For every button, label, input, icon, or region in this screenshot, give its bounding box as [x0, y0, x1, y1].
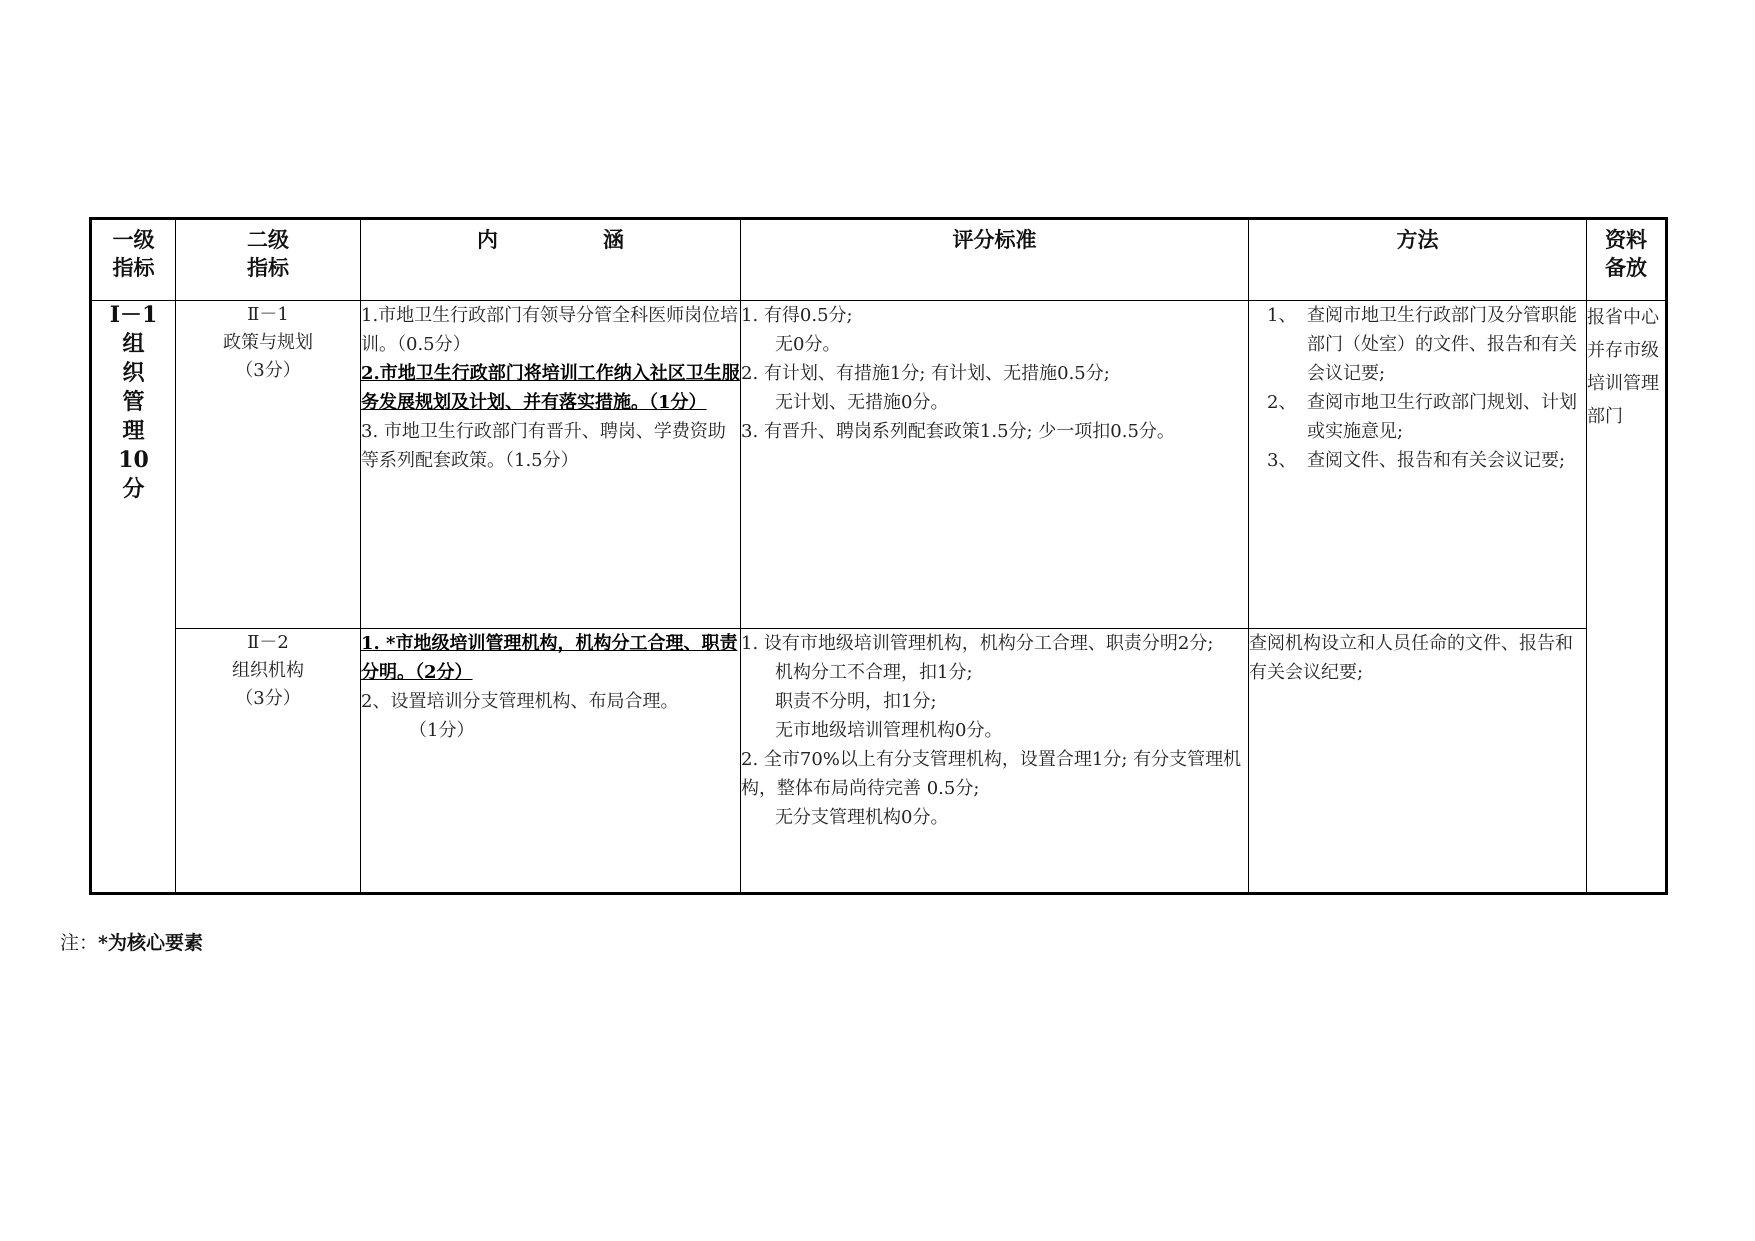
- scoring-item: 职责不分明，扣1分;: [775, 691, 937, 712]
- table-row: [91, 629, 1667, 894]
- scoring-item: 1. 有得0.5分;: [741, 305, 853, 326]
- level2-score: （3分）: [235, 360, 301, 381]
- header-scoring: [741, 219, 1249, 301]
- footnote-prefix: 注：: [60, 932, 99, 954]
- level2-code: Ⅱ－2: [247, 632, 289, 653]
- method-item-number: 3、: [1267, 450, 1297, 471]
- assessment-table: [89, 217, 1668, 895]
- scoring-item: 3. 有晋升、聘岗系列配套政策1.5分; 少一项扣0.5分。: [741, 421, 1175, 442]
- method-item-text: 查阅市地卫生行政部门及分管职能部门（处室）的文件、报告和有关会议记要;: [1307, 305, 1577, 384]
- header-level1-text: 一级 指标: [112, 227, 155, 280]
- header-level2-text: 二级 指标: [247, 227, 289, 280]
- scoring-item: 无0分。: [775, 334, 841, 355]
- method-item-text: 查阅市地卫生行政部门规划、计划或实施意见;: [1307, 392, 1577, 442]
- table-row: [91, 301, 1667, 629]
- scoring-cell: [741, 301, 1249, 629]
- content-item: 3. 市地卫生行政部门有晋升、聘岗、学费资助等系列配套政策。（1.5分）: [361, 421, 726, 471]
- content-item: （1分）: [409, 720, 475, 741]
- method-item-text: 查阅文件、报告和有关会议记要;: [1307, 450, 1566, 471]
- content-item: 2、设置培训分支管理机构、布局合理。: [361, 691, 679, 712]
- method-item-number: 2、: [1267, 392, 1297, 413]
- method-item: [1249, 446, 1586, 475]
- method-cell: [1249, 301, 1587, 629]
- header-scoring-text: 评分标准: [952, 227, 1037, 252]
- level2-code: Ⅱ－1: [247, 304, 289, 325]
- scoring-item: 无分支管理机构0分。: [775, 807, 949, 828]
- method-item: [1249, 301, 1586, 388]
- footnote: [60, 929, 203, 957]
- header-level2: [176, 219, 361, 301]
- method-cell: [1249, 629, 1587, 894]
- scoring-item: 2. 有计划、有措施1分; 有计划、无措施0.5分;: [741, 363, 1110, 384]
- scoring-cell: [741, 629, 1249, 894]
- header-content-text: 内 涵: [477, 227, 624, 252]
- method-text: 查阅机构设立和人员任命的文件、报告和有关会议纪要;: [1249, 633, 1573, 683]
- scoring-item: 无计划、无措施0分。: [775, 392, 949, 413]
- content-cell: [361, 629, 741, 894]
- header-level1: [91, 219, 176, 301]
- content-item: 1.市地卫生行政部门有领导分管全科医师岗位培训。（0.5分）: [361, 305, 739, 355]
- header-row: [91, 219, 1667, 301]
- level1-indicator-text: Ⅰ－1 组 织 管 理 10 分: [109, 302, 158, 502]
- level2-indicator-cell: [176, 629, 361, 894]
- header-materials-text: 资料 备放: [1605, 227, 1647, 280]
- header-content: [361, 219, 741, 301]
- scoring-item: 机构分工不合理，扣1分;: [775, 662, 973, 683]
- content-item-emphasized: 1. *市地级培训管理机构，机构分工合理、职责分明。（2分）: [361, 633, 738, 683]
- scoring-item: 无市地级培训管理机构0分。: [775, 720, 1003, 741]
- level1-indicator-cell: [91, 301, 176, 894]
- method-item: [1249, 388, 1586, 446]
- level2-indicator-cell: [176, 301, 361, 629]
- method-list: [1249, 301, 1586, 475]
- scoring-item: 1. 设有市地级培训管理机构，机构分工合理、职责分明2分;: [741, 633, 1214, 654]
- method-item-number: 1、: [1267, 305, 1297, 326]
- header-method: [1249, 219, 1587, 301]
- level2-name: 组织机构: [232, 660, 304, 681]
- level2-name: 政策与规划: [223, 332, 313, 353]
- content-item-emphasized: 2.市地卫生行政部门将培训工作纳入社区卫生服务发展规划及计划、并有落实措施。（1分）: [361, 363, 740, 413]
- content-cell: [361, 301, 741, 629]
- materials-cell: [1587, 301, 1667, 894]
- header-materials: [1587, 219, 1667, 301]
- materials-text: 报省中心并存市级培训管理部门: [1587, 307, 1659, 427]
- footnote-text: *为核心要素: [98, 932, 203, 954]
- scoring-item: 2. 全市70%以上有分支管理机构，设置合理1分; 有分支管理机构，整体布局尚待完善 0.5分;: [741, 749, 1242, 799]
- header-method-text: 方法: [1396, 227, 1439, 252]
- level2-score: （3分）: [235, 688, 301, 709]
